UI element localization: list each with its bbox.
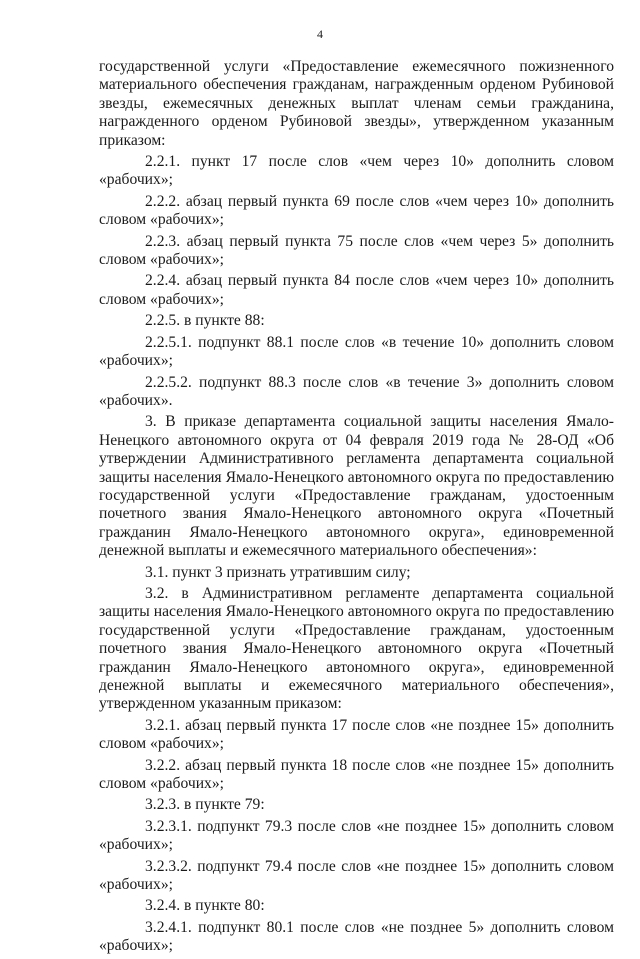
document-paragraph: 3.2.4. в пункте 80:: [145, 897, 265, 915]
document-paragraph: 3.2. в Административном регламенте департамента социальной защиты населения Ямало-Ненецкого автономного округа по предоставлению государственной услуги «Предоставление гражданам, удостоенным почетного звания Ямало-Ненецкого автономного округа «Почетный гражданин Ямало-Ненецкого автономного округа», единовременной денежной выплаты и ежемесячного материального обеспечения», утвержденном указанным приказом:: [99, 584, 614, 713]
document-paragraph: 2.2.2. абзац первый пункта 69 после слов «чем через 10» дополнить словом «рабочих»;: [99, 192, 614, 229]
document-paragraph: 2.2.5.1. подпункт 88.1 после слов «в течение 10» дополнить словом «рабочих»;: [99, 333, 614, 370]
document-body: [99, 58, 614, 959]
document-paragraph: 3.1. пункт 3 признать утратившим силу;: [145, 563, 411, 581]
document-paragraph: 3.2.4.1. подпункт 80.1 после слов «не позднее 5» дополнить словом «рабочих»;: [99, 918, 614, 955]
document-paragraph: 2.2.3. абзац первый пункта 75 после слов «чем через 5» дополнить словом «рабочих»;: [99, 232, 614, 269]
document-paragraph: 2.2.1. пункт 17 после слов «чем через 10» дополнить словом «рабочих»;: [99, 153, 614, 189]
document-paragraph: 3.2.2. абзац первый пункта 18 после слов «не позднее 15» дополнить словом «рабочих»;: [99, 756, 614, 793]
document-paragraph: государственной услуги «Предоставление ежемесячного пожизненного материального обеспечения гражданам, награжденным орденом Рубиновой звезды, ежемесячных денежных выплат членам семьи гражданина, награжденного орденом Рубиновой звезды», утвержденном указанным приказом:: [99, 58, 614, 149]
document-paragraph: 3.2.3.2. подпункт 79.4 после слов «не позднее 15» дополнить словом «рабочих»;: [99, 857, 614, 894]
document-paragraph: 2.2.5. в пункте 88:: [145, 312, 265, 330]
document-paragraph: 3. В приказе департамента социальной защиты населения Ямало-Ненецкого автономного округа от 04 февраля 2019 года № 28-ОД «Об утверждении Административного регламента департамента социальной защиты населения Ямало-Ненецкого автономного округа по предоставлению государственной услуги «Предоставление гражданам, удостоенным почетного звания Ямало-Ненецкого автономного округа «Почетный гражданин Ямало-Ненецкого автономного округа», единовременной денежной выплаты и ежемесячного материального обеспечения»:: [99, 413, 614, 560]
page-number: 4: [317, 27, 323, 41]
document-paragraph: 2.2.5.2. подпункт 88.3 после слов «в течение 3» дополнить словом «рабочих».: [99, 373, 614, 409]
document-paragraph: 3.2.3.1. подпункт 79.3 после слов «не позднее 15» дополнить словом «рабочих»;: [99, 817, 614, 854]
document-paragraph: 2.2.4. абзац первый пункта 84 после слов «чем через 10» дополнить словом «рабочих»;: [99, 272, 614, 308]
document-paragraph: 3.2.1. абзац первый пункта 17 после слов «не позднее 15» дополнить словом «рабочих»;: [99, 716, 614, 753]
document-paragraph: 3.2.3. в пункте 79:: [145, 796, 265, 814]
